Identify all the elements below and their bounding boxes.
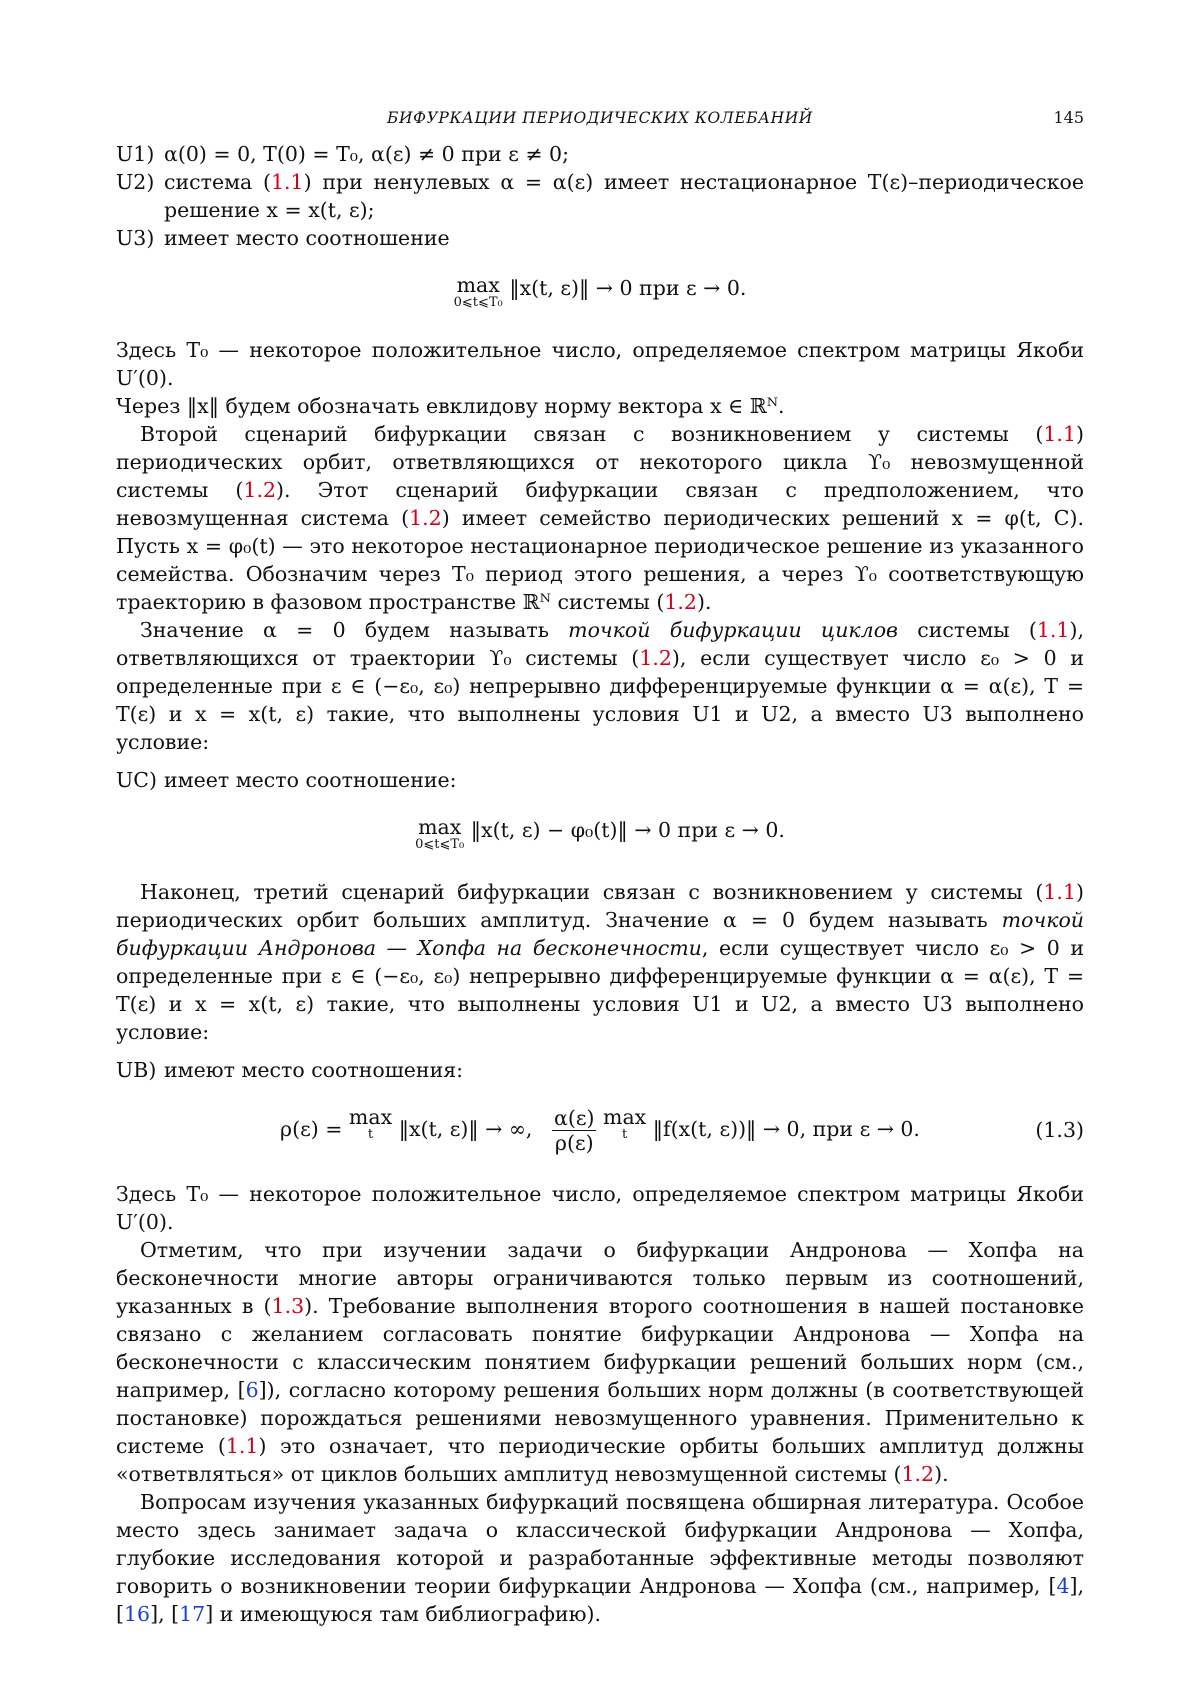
equation-ref-link[interactable]: 1.2: [901, 1462, 935, 1486]
fraction: [552, 1106, 596, 1155]
condition-label: U3): [116, 226, 155, 250]
citation-link[interactable]: 17: [179, 1602, 206, 1626]
condition-text: имеет место соотношение:: [164, 768, 457, 792]
paragraph-t0-definition-2: Здесь T₀ — некоторое положительное число, определяемое спектром матрицы Якоби U′(0).: [116, 1182, 1084, 1234]
max-subscript: 0⩽t⩽T₀: [415, 837, 465, 852]
formula-part: ‖x(t, ε)‖ → ∞,: [398, 1117, 533, 1141]
equation-ref-link[interactable]: 1.2: [639, 646, 672, 670]
paragraph-literature: Вопросам изучения указанных бифуркаций посвящена обширная литература. Особое место здесь занимает задача о классической бифуркации Андронова — Хопфа, глубокие исследования которой и разработанные эффективные методы позволяют говорить о возникновении теории бифуркации Андронова — Хопфа (см., например, [4], [16], [17] и имеющуюся там библиографию).: [116, 1490, 1084, 1626]
condition-u2: [116, 168, 1084, 224]
paragraph-third-scenario: Наконец, третий сценарий бифуркации связан с возникновением у системы (1.1) периодических орбит больших амплитуд. Значение α = 0 будем называть точкой бифуркации Андронова — Хопфа на бесконечности, если существует число ε₀ > 0 и определенные при ε ∈ (−ε₀, ε₀) непрерывно дифференцируемые функции α = α(ε), T = T(ε) и x = x(t, ε) такие, что выполнены условия U1 и U2, а вместо U3 выполнено условие:: [116, 880, 1084, 1044]
equation-ref-link[interactable]: 1.2: [243, 478, 277, 502]
equation-ref-link[interactable]: 1.2: [409, 506, 442, 530]
max-operator: max: [418, 815, 462, 839]
formula-lhs: ρ(ε) =: [280, 1117, 349, 1141]
fraction-numerator: α(ε): [554, 1106, 595, 1130]
equation-ref-link[interactable]: 1.1: [1036, 618, 1070, 642]
display-formula-1-3: [116, 1084, 1084, 1180]
condition-ub: [116, 1056, 1084, 1084]
paragraph-cycle-bifurcation: Значение α = 0 будем называть точкой бифуркации циклов системы (1.1), ответвляющихся от траектории ϒ₀ системы (1.2), если существует число ε₀ > 0 и определенные при ε ∈ (−ε₀, ε₀) непрерывно дифференцируемые функции α = α(ε), T = T(ε) и x = x(t, ε) такие, что выполнены условия U1 и U2, а вместо U3 выполнено условие:: [116, 618, 1085, 754]
equation-ref-link[interactable]: 1.1: [271, 170, 304, 194]
citation-link[interactable]: 6: [245, 1378, 259, 1402]
display-formula-1: [116, 252, 1084, 336]
max-operator: max: [348, 1105, 393, 1129]
condition-text: α(0) = 0, T(0) = T₀, α(ε) ≠ 0 при ε ≠ 0;: [164, 142, 569, 166]
condition-label: U1): [116, 142, 155, 166]
condition-text: имеет место соотношение: [164, 226, 450, 250]
emphasis-term: точкой бифуркации циклов: [568, 618, 898, 642]
max-operator: max: [456, 273, 500, 297]
max-subscript: t: [622, 1127, 628, 1142]
formula-part: ‖f(x(t, ε))‖ → 0, при ε → 0.: [652, 1117, 920, 1141]
page-number: 145: [1053, 108, 1084, 127]
equation-number: (1.3): [1035, 1118, 1084, 1142]
equation-ref-link[interactable]: 1.1: [1043, 880, 1076, 904]
paragraph-second-scenario: Второй сценарий бифуркации связан с возникновением у системы (1.1) периодических орбит, ответвляющихся от некоторого цикла ϒ₀ невозмущенной системы (1.2). Этот сценарий бифуркации связан с предположением, что невозмущенная система (1.2) имеет семейство периодических решений x = φ(t, C). Пусть x = φ₀(t) — это некоторое нестационарное периодическое решение из указанного семейства. Обозначим через T₀ период этого решения, а через ϒ₀ соответствующую траекторию в фазовом пространстве ℝᴺ системы (1.2).: [116, 422, 1085, 614]
condition-uc: [116, 766, 1084, 794]
fraction-denominator: ρ(ε): [554, 1131, 594, 1155]
condition-label: U2): [116, 170, 155, 194]
page: [116, 100, 1084, 1628]
equation-ref-link[interactable]: 1.3: [271, 1294, 305, 1318]
max-operator: max: [603, 1105, 647, 1129]
header-title: БИФУРКАЦИИ ПЕРИОДИЧЕСКИХ КОЛЕБАНИЙ: [387, 109, 813, 127]
equation-ref-link[interactable]: 1.1: [1043, 422, 1076, 446]
formula-body: ‖x(t, ε)‖ → 0 при ε → 0.: [509, 276, 747, 300]
condition-label: UB): [116, 1058, 157, 1082]
max-subscript: t: [367, 1127, 374, 1142]
formula-body: ‖x(t, ε) − φ₀(t)‖ → 0 при ε → 0.: [470, 818, 785, 842]
citation-link[interactable]: 16: [124, 1602, 151, 1626]
equation-ref-link[interactable]: 1.1: [225, 1434, 259, 1458]
condition-label: UC): [116, 768, 157, 792]
condition-u3: [116, 224, 1084, 252]
condition-text: имеют место соотношения:: [164, 1058, 464, 1082]
citation-link[interactable]: 4: [1056, 1574, 1070, 1598]
condition-text: система (1.1) при ненулевых α = α(ε) имеет нестационарное T(ε)–периодическое решение x = x(t, ε);: [164, 170, 1085, 222]
running-header: [116, 100, 1084, 132]
condition-u1: [116, 140, 1084, 168]
max-subscript: 0⩽t⩽T₀: [453, 295, 503, 310]
paragraph-remark: Отметим, что при изучении задачи о бифуркации Андронова — Хопфа на бесконечности многие авторы ограничиваются только первым из соотношений, указанных в (1.3). Требование выполнения второго соотношения в нашей постановке связано с желанием согласовать понятие бифуркации Андронова — Хопфа на бесконечности с классическим понятием бифуркации решений больших норм (см., например, [6]), согласно которому решения больших норм должны (в соответствующей постановке) порождаться решениями невозмущенного уравнения. Применительно к системе (1.1) это означает, что периодические орбиты больших амплитуд должны «ответвляться» от циклов больших амплитуд невозмущенной системы (1.2).: [116, 1238, 1084, 1486]
emphasis-term: точкой бифуркации Андронова — Хопфа на бесконечности: [116, 908, 1084, 960]
paragraph-t0-definition: Здесь T₀ — некоторое положительное число, определяемое спектром матрицы Якоби U′(0). Через ‖x‖ будем обозначать евклидову норму вектора x ∈ ℝᴺ.: [116, 338, 1084, 418]
equation-ref-link[interactable]: 1.2: [664, 590, 697, 614]
display-formula-2: [116, 794, 1084, 878]
